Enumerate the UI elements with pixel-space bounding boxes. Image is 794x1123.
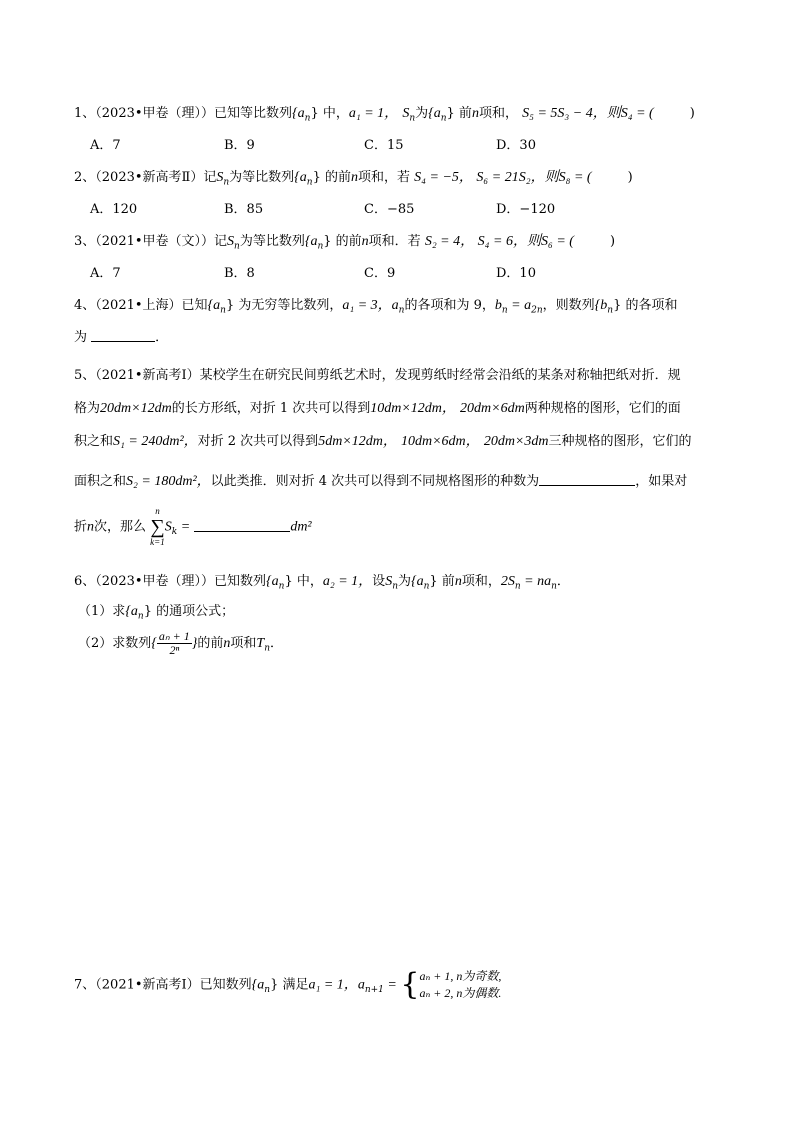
question-6-part-2: （2）求数列{ $\frac{\text{aₙ + 1}}{\text{2ⁿ}}$ }的前n项和$T_n$． [78,629,284,657]
question-5-line-5: 折n次，那么 n ∑ k=1 $S_k = dm^2$ [74,506,312,547]
option-b[interactable]: B．85 [224,202,264,217]
question-6-line-1: 6、（2023•甲卷（理））已知数列$\{a_n\}$ 中，a₂ = 1，设$S_n$为$\{a_n\}$ 前n项和，$2S_n = na_n$． [74,574,570,592]
option-c[interactable]: C．15 [364,138,404,153]
summation-symbol: n ∑ k=1 [150,506,165,547]
answer-blank-count[interactable] [539,473,635,486]
option-a[interactable]: A．7 [90,138,121,153]
option-d[interactable]: D．30 [496,138,536,153]
question-5-line-4: 面积之和S₂ = 180dm²，以此类推．则对折 4 次共可以得到不同规格图形的种数为 ，如果对 [74,474,688,489]
question-4-line-2: 为 ． [74,330,169,345]
left-brace: { [400,967,420,1002]
question-5-line-2: 格为20dm×12dm的长方形纸，对折 1 次共可以得到10dm×12dm， 20dm×6dm两种规格的图形，它们的面 [74,401,681,416]
question-4-line-1: 4、（2021•上海）已知$\{a_n\}$ 为无穷等比数列，a₁ = 3，$a_n$的各项和为 9，$b_n = a_{2n}$，则数列$\{b_n\}$ 的各项和 [74,298,678,316]
question-5-line-1: 5、（2021•新高考Ⅰ）某校学生在研究民间剪纸艺术时，发现剪纸时经常会沿纸的某条对称轴把纸对折．规 [74,368,681,383]
option-b[interactable]: B．9 [224,138,255,153]
question-6-part-1: （1）求$\{a_n\}$ 的通项公式； [78,604,235,622]
answer-blank[interactable] [91,329,155,342]
question-3: 3、（2021•甲卷（文））记$S_n$为等比数列$\{a_n\}$ 的前n项和．若 S₂ = 4， S₄ = 6，则S₆ = ( ) [74,234,616,252]
fraction: $\frac{\text{aₙ + 1}}{\text{2ⁿ}}$ [158,629,190,657]
question-5-line-3: 积之和S₁ = 240dm²，对折 2 次共可以得到5dm×12dm， 10dm×6dm， 20dm×3dm三种规格的图形，它们的 [74,434,692,449]
answer-blank-sum[interactable] [194,519,290,532]
option-a[interactable]: A．120 [90,202,138,217]
piecewise-cases: aₙ + 1, n为奇数, aₙ + 2, n为偶数. [419,969,502,1000]
option-d[interactable]: D．−120 [496,202,556,217]
option-c[interactable]: C．9 [364,266,396,281]
question-2: 2、（2023•新高考Ⅱ）记$S_n$为等比数列$\{a_n\}$ 的前n项和，若 S₄ = −5， S₆ = 21S₂，则S₈ = ( ) [74,170,633,188]
option-a[interactable]: A．7 [90,266,121,281]
option-b[interactable]: B．8 [224,266,255,281]
question-7: 7、（2021•新高考Ⅰ）已知数列$\{a_n\}$ 满足a₁ = 1，$a_{n+1}$ = { aₙ + 1, n为奇数, aₙ + 2, n为偶数. [74,967,502,1002]
question-1: 1、（2023•甲卷（理））已知等比数列$\{a_n\}$ 中，a₁ = 1， $S_n$为$\{a_n\}$ 前n项和， S₅ = 5S₃ − 4，则S₄ = ( ) [74,106,695,124]
option-c[interactable]: C．−85 [364,202,415,217]
option-d[interactable]: D．10 [496,266,536,281]
